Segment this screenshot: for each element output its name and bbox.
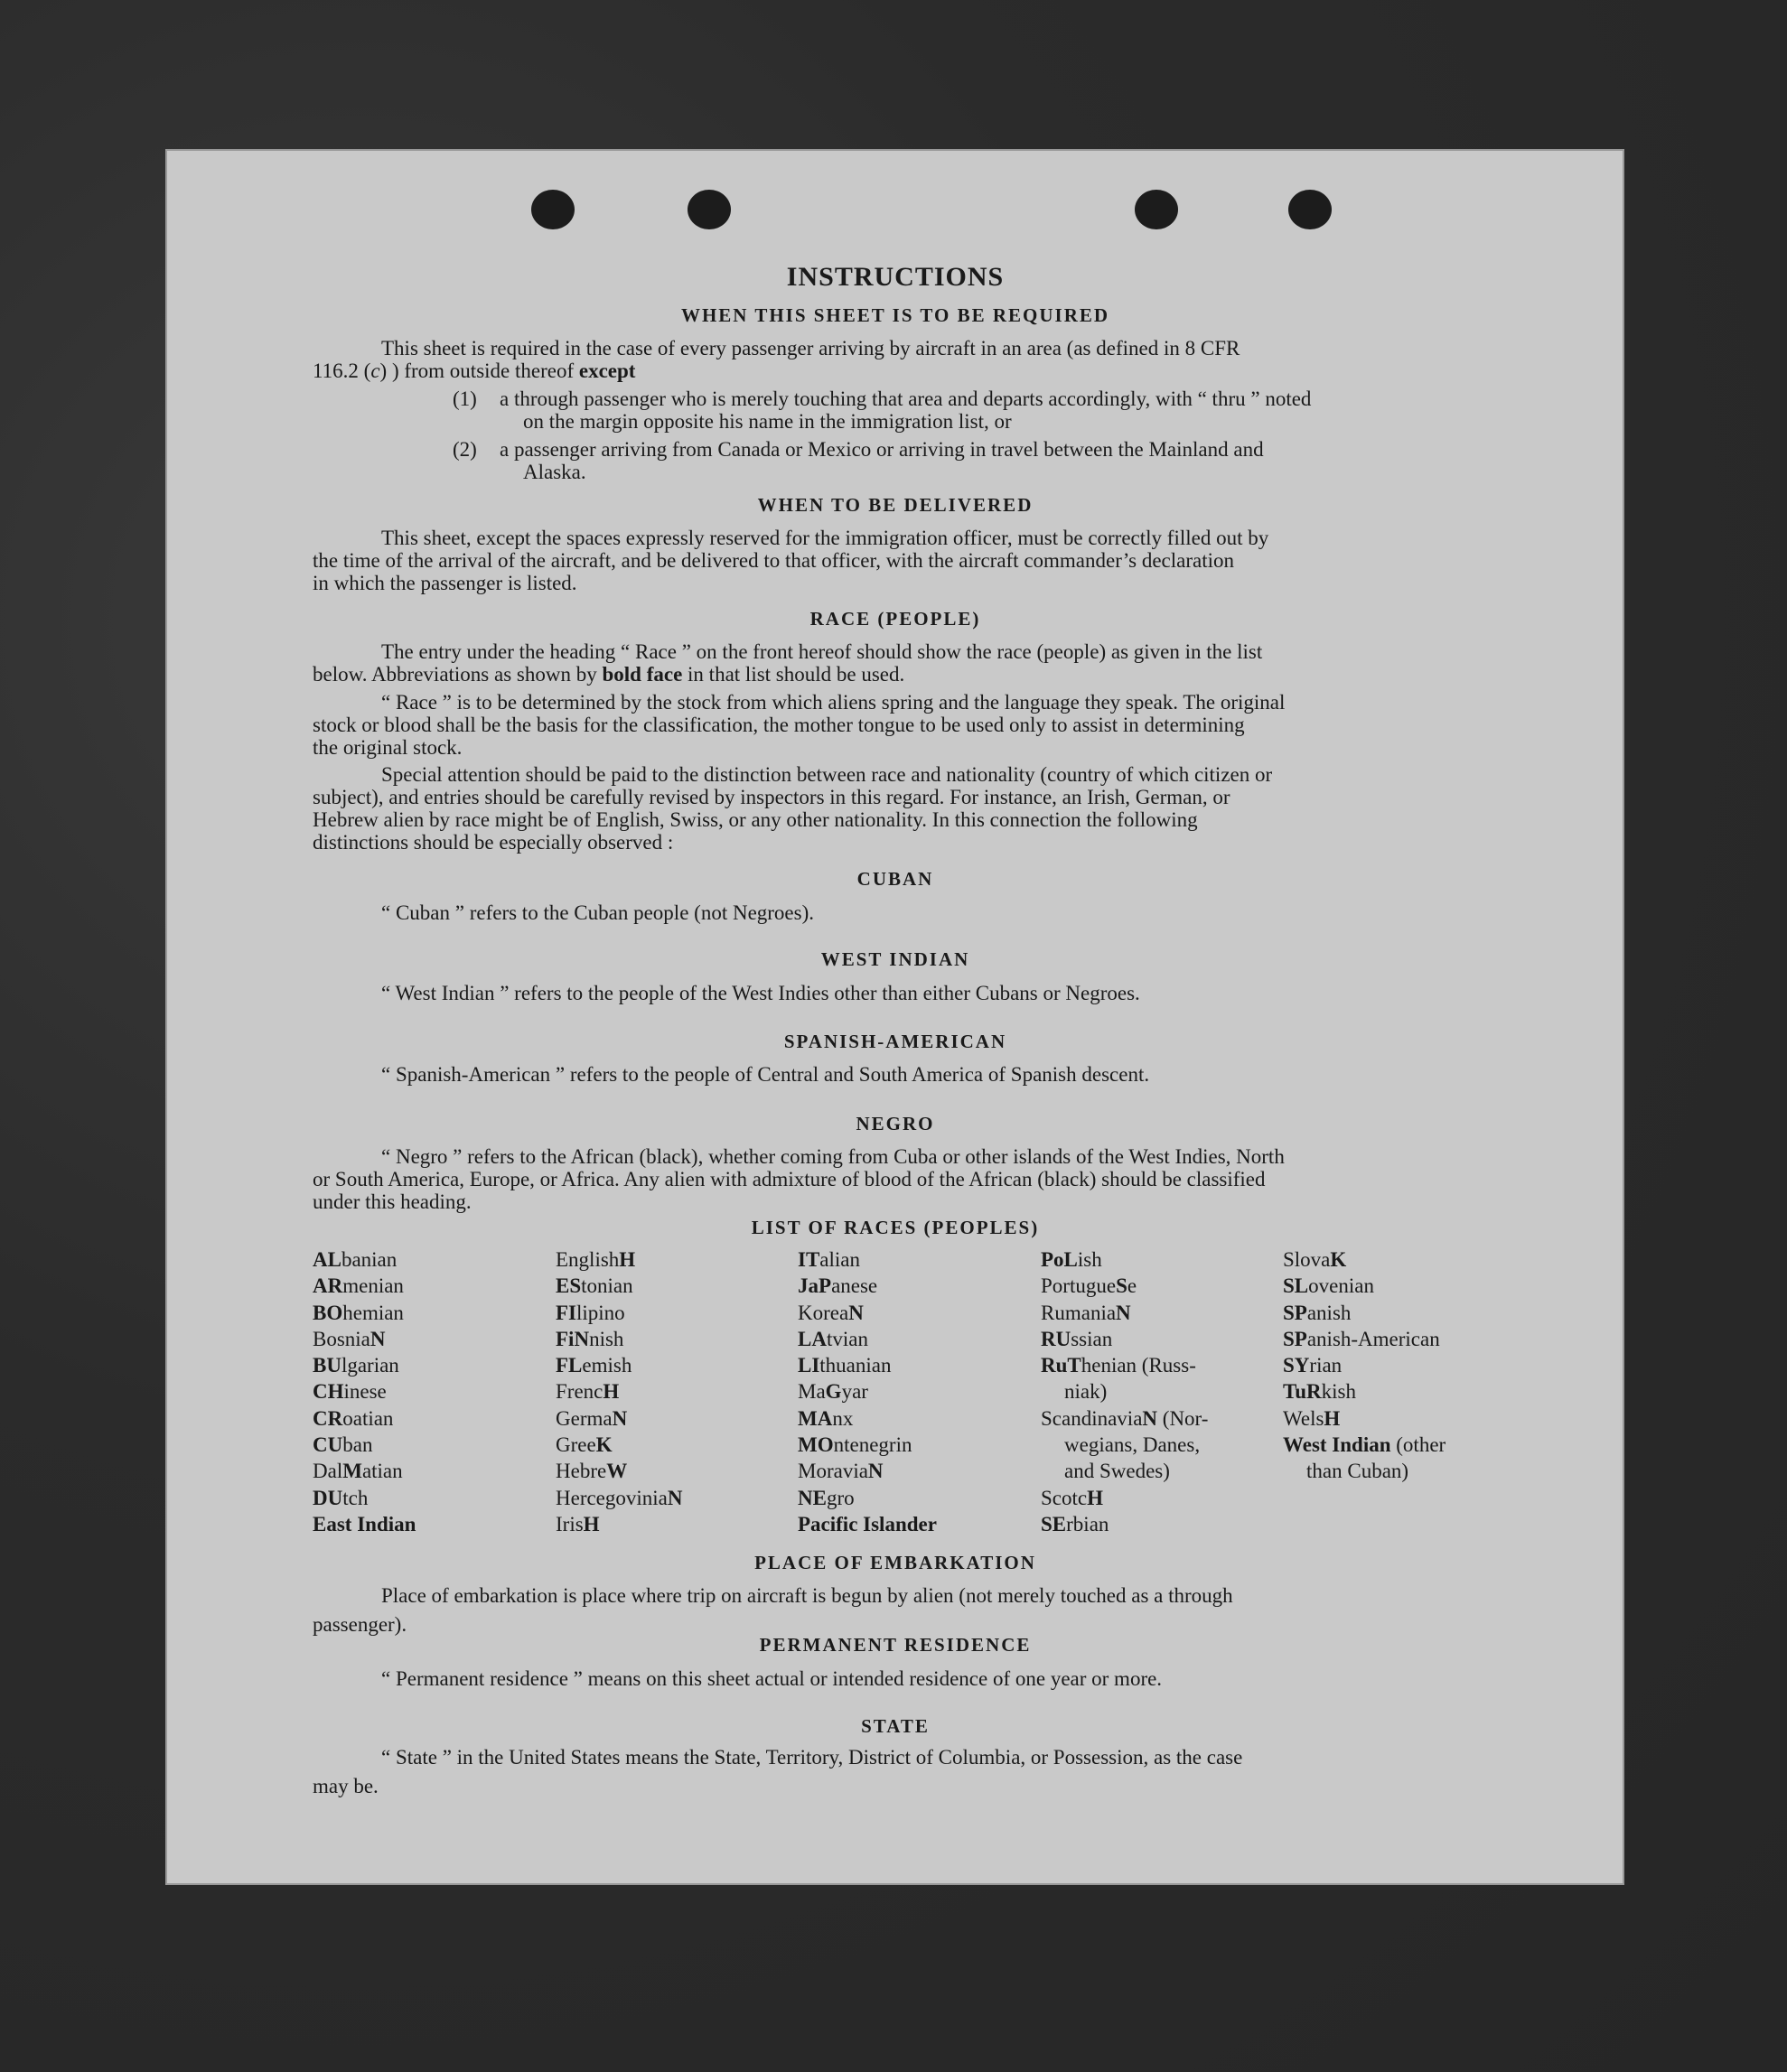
instruction-sheet xyxy=(165,149,1624,1885)
race-item: HercegoviniaN xyxy=(556,1486,683,1509)
page-title: INSTRUCTIONS xyxy=(786,262,1005,292)
clause-2-line2: Alaska. xyxy=(523,461,586,483)
race-item: RumaniaN xyxy=(1041,1301,1131,1324)
race-item: SPanish-American xyxy=(1283,1327,1440,1350)
race-item: FIlipino xyxy=(556,1301,625,1324)
race-item: than Cuban) xyxy=(1306,1460,1409,1483)
race-item: MoraviaN xyxy=(798,1460,884,1483)
delivered-paragraph: This sheet, except the spaces expressly reserved for the immigration officer, must be correctly filled out by the time of the arrival of the aircraft, and be delivered to that officer, with the aircraft commander’s declaration in which the passenger is listed. xyxy=(313,527,1269,594)
race-item: GermaN xyxy=(556,1406,628,1430)
race-item: wegians, Danes, xyxy=(1064,1433,1201,1457)
clause-2-number: (2) xyxy=(453,438,477,461)
race-item: Pacific Islander xyxy=(798,1512,937,1535)
embarkation-paragraph: Place of embarkation is place where trip on aircraft is begun by alien (not merely touched as a through passenger). xyxy=(313,1584,1233,1636)
heading-required: WHEN THIS SHEET IS TO BE REQUIRED xyxy=(680,304,1110,326)
punch-hole xyxy=(1135,190,1178,229)
heading-west-indian: WEST INDIAN xyxy=(820,948,970,970)
residence-text: “ Permanent residence ” means on this sheet actual or intended residence of one year or more. xyxy=(381,1667,1163,1690)
heading-list-of-races: LIST OF RACES (PEOPLES) xyxy=(751,1217,1040,1238)
race-item: EStonian xyxy=(556,1274,633,1298)
heading-race: RACE (PEOPLE) xyxy=(809,608,981,630)
race-item: LIthuanian xyxy=(798,1354,892,1377)
cuban-text: “ Cuban ” refers to the Cuban people (not Negroes). xyxy=(381,901,815,924)
clause-1-line1: a through passenger who is merely touching that area and departs accordingly, with “ thru ” noted xyxy=(500,387,1312,410)
punch-hole xyxy=(1288,190,1332,229)
race-paragraph-1: The entry under the heading “ Race ” on the front hereof should show the race (people) as given in the list below. Abbreviations as shown by bold face in that list should be used. xyxy=(313,640,1263,686)
race-item: ScandinaviaN (Nor- xyxy=(1041,1406,1209,1430)
race-item: RUssian xyxy=(1041,1327,1113,1350)
clause-2-line1: a passenger arriving from Canada or Mexico or arriving in travel between the Mainland and xyxy=(500,438,1264,461)
race-item: BosniaN xyxy=(313,1327,386,1350)
race-item: FrencH xyxy=(556,1380,620,1404)
race-item: ITalian xyxy=(798,1248,860,1271)
race-item: West Indian (other xyxy=(1283,1433,1446,1457)
race-item: KoreaN xyxy=(798,1301,864,1324)
heading-state: STATE xyxy=(861,1715,930,1737)
race-item: SLovenian xyxy=(1283,1274,1374,1298)
west-indian-text: “ West Indian ” refers to the people of the West Indies other than either Cubans or Negroes. xyxy=(381,982,1140,1004)
race-item: IrisH xyxy=(556,1512,600,1535)
race-paragraph-3: Special attention should be paid to the distinction between race and nationality (country of which citizen or subject), and entries should be carefully revised by inspectors in this regard. For instance, an Irish, German, or Hebrew alien by race might be of English, Swiss, or any other nationality. In this connection the following distinctions should be especially observed : xyxy=(313,763,1273,854)
race-column xyxy=(1283,1246,1518,1485)
race-item: RuThenian (Russ- xyxy=(1041,1354,1196,1377)
race-item: WelsH xyxy=(1283,1406,1341,1430)
heading-embarkation: PLACE OF EMBARKATION xyxy=(754,1552,1036,1573)
race-item: LAtvian xyxy=(798,1327,868,1350)
punch-hole xyxy=(531,190,575,229)
race-item: JaPanese xyxy=(798,1274,878,1298)
race-item: TuRkish xyxy=(1283,1380,1356,1404)
race-item: PoLish xyxy=(1041,1248,1102,1271)
race-item: SPanish xyxy=(1283,1301,1352,1324)
clause-1-number: (1) xyxy=(453,387,477,410)
race-item: NEgro xyxy=(798,1486,855,1509)
race-item: and Swedes) xyxy=(1064,1460,1170,1483)
race-item: East Indian xyxy=(313,1512,416,1535)
race-item: niak) xyxy=(1064,1380,1108,1404)
race-column xyxy=(556,1246,791,1537)
heading-permanent-residence: PERMANENT RESIDENCE xyxy=(759,1634,1032,1656)
state-paragraph: “ State ” in the United States means the State, Territory, District of Columbia, or Possession, as the case may be. xyxy=(313,1746,1243,1797)
heading-cuban: CUBAN xyxy=(856,868,934,890)
spanish-american-text: “ Spanish-American ” refers to the people of Central and South America of Spanish descent. xyxy=(381,1063,1150,1086)
clause-1-line2: on the margin opposite his name in the immigration list, or xyxy=(523,410,1012,433)
race-item: FiNnish xyxy=(556,1327,624,1350)
required-intro-line2: 116.2 (c) ) from outside thereof except xyxy=(313,359,636,382)
heading-negro: NEGRO xyxy=(856,1113,935,1134)
heading-delivered: WHEN TO BE DELIVERED xyxy=(757,494,1034,516)
race-list xyxy=(313,1246,1478,1535)
required-intro xyxy=(313,337,1478,382)
race-item: SYrian xyxy=(1283,1354,1343,1377)
required-intro-line1: This sheet is required in the case of every passenger arriving by aircraft in an area (as defined in 8 CFR xyxy=(381,337,1240,359)
race-item: DUtch xyxy=(313,1486,369,1509)
race-item: HebreW xyxy=(556,1460,628,1483)
race-item: ScotcH xyxy=(1041,1486,1103,1509)
race-column xyxy=(798,1246,1033,1537)
clause-1 xyxy=(453,387,1478,433)
race-item: BOhemian xyxy=(313,1301,404,1324)
race-paragraph-2: “ Race ” is to be determined by the stock from which aliens spring and the language they speak. The original stock or blood shall be the basis for the classification, the mother tongue to be used only to assist in determining the original stock. xyxy=(313,691,1286,759)
race-item: CUban xyxy=(313,1433,373,1457)
race-item: BUlgarian xyxy=(313,1354,399,1377)
race-item: CRoatian xyxy=(313,1406,394,1430)
negro-paragraph: “ Negro ” refers to the African (black), whether coming from Cuba or other islands of the West Indies, North or South America, Europe, or Africa. Any alien with admixture of blood of the African (black) should be classified under this heading. xyxy=(313,1145,1285,1213)
race-column xyxy=(313,1246,547,1537)
race-item: MAnx xyxy=(798,1406,854,1430)
race-item: ARmenian xyxy=(313,1274,404,1298)
race-item: MOntenegrin xyxy=(798,1433,912,1457)
race-item: MaGyar xyxy=(798,1380,868,1404)
race-item: CHinese xyxy=(313,1380,387,1404)
race-item: EnglishH xyxy=(556,1248,636,1271)
heading-spanish-american: SPANISH-AMERICAN xyxy=(783,1031,1007,1052)
race-item: SErbian xyxy=(1041,1512,1109,1535)
race-item: SlovaK xyxy=(1283,1248,1347,1271)
race-item: DalMatian xyxy=(313,1460,403,1483)
race-item: ALbanian xyxy=(313,1248,398,1271)
race-item: GreeK xyxy=(556,1433,613,1457)
race-item: FLemish xyxy=(556,1354,632,1377)
race-column xyxy=(1041,1246,1276,1537)
race-item: PortugueSe xyxy=(1041,1274,1137,1298)
clause-2 xyxy=(453,438,1478,483)
punch-hole xyxy=(688,190,731,229)
